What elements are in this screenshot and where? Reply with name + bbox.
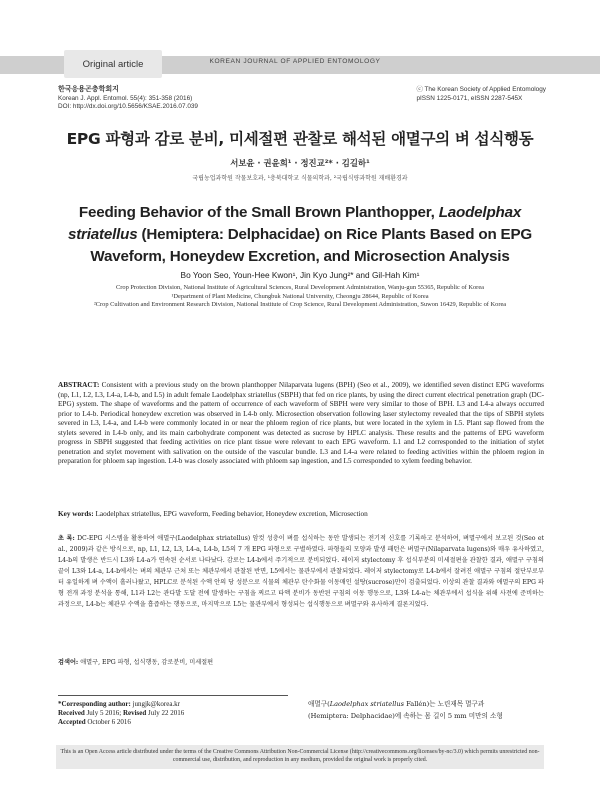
keywords: [58, 510, 544, 518]
license-notice: This is an Open Access article distributed under the terms of the Creative Commons Attribution Non-Commercial License (http://creativecommons.org/licenses/by-nc/3.0) which permits unrestricted non-commercial use, distribution, and reproduction in any medium, provided the original work is properly cited.: [56, 745, 544, 769]
korean-abstract-text: DC-EPG 시스템을 활용하여 애멸구(Laodelphax striatellus) 암컷 성충이 벼를 섭식하는 동안 발생되는 전기적 신호를 기록하고 분석하여, 벼멸구에서 보고된 것(Seo et al., 2009)과 같은 방식으로, np, L1, L2, L3, L4-a, L4-b, L5의 7 개 EPG 파형으로 구별하였다. 파형들의 모양과 발생 패턴은 벼멸구(Nilaparvata lugens)와 매우 유사하였고, L4-b의 발생은 반드시 L3와 L4-a가 연속된 순서로 나타났다. 감로는 L4-b에서 주기적으로 분비되었다. 레이저 stylectomy 후 섭식부분의 미세절편을 관찰한 결과, 애멸구 구침의 끝이 L3와 L4-a, L4-b에서는 벼의 체관부 근처 또는 체관부에서 관찰된 반면, L5에서는 물관부에서 관찰되었다. 레이저 stylectomy로 L4-b에서 잘려진 애멸구 구침의 절단부로부터 유일하게 벼 수액이 흘러나왔고, HPLC로 분석된 수액 안의 당 성분으로 식물의 체관부 탄수화물 이동매인 설탕(sucrose)만이 검출되었다. 이상의 관찰 결과와 애멸구의 EPG 파형 전개 과정 분석을 통해, L1과 L2는 관다발 도달 전에 발생하는 구침을 찌르고 타액 분비가 동반된 구침의 이동 행동으로, L3와 L4-a는 체관부에서 섭식을 위해 사전에 준비하는 과정으로, L4-b는 체관부 수액을 흡즙하는 행동으로, 마지막으로 L5는 물관부에서 형성되는 섭식행동으로 벼멸구와 유사하게 결론지었다.: [58, 535, 544, 608]
accepted-date: October 6 2016: [87, 718, 131, 727]
title-species: Laodelphax striatellus: [67, 204, 522, 243]
title-part-1: Feeding Behavior of the Small Brown Planthopper,: [78, 204, 439, 221]
society-block: [416, 86, 546, 103]
received-label: Received: [58, 709, 85, 718]
article-type-label: Original article: [64, 50, 162, 78]
introduction-start: [308, 698, 546, 723]
korean-abstract: [58, 533, 544, 610]
revised-date: July 22 2016: [148, 709, 185, 718]
korean-abstract-label: 초 록:: [58, 535, 75, 542]
intro-pre: 애멸구(: [308, 700, 330, 708]
intro-post: Fallén)는 노린재목 멸구과: [404, 700, 485, 708]
abstract-label: ABSTRACT:: [58, 381, 100, 389]
affiliation-line: ¹Department of Plant Medicine, Chungbuk National University, Cheongju 28644, Republic of Korea: [171, 292, 429, 300]
revised-label: Revised: [122, 709, 147, 718]
citation: Korean J. Appl. Entomol. 55(4): 351-358 (2016): [58, 94, 193, 102]
korean-journal-name: 한국응용곤충학회지: [58, 86, 119, 93]
korean-authors: 서보윤 · 권윤희¹ · 정진교²* · 김길하¹: [230, 158, 370, 168]
korean-title: EPG 파형과 감로 분비, 미세절편 관찰로 해석된 애멸구의 벼 섭식행동: [66, 130, 534, 148]
english-title: [44, 202, 556, 268]
accepted-label: Accepted: [58, 718, 86, 727]
corresponding-email[interactable]: jungjk@korea.kr: [132, 700, 181, 708]
affiliation-line: Crop Protection Division, National Institute of Agricultural Sciences, Rural Development Administration, Wanju-gun 55365, Republic of Korea: [115, 284, 484, 291]
footnote-divider: [58, 695, 288, 696]
corresponding-label: *Corresponding author:: [58, 700, 131, 708]
korean-keywords: [58, 657, 544, 666]
english-authors: Bo Yoon Seo, Youn-Hee Kwon¹, Jin Kyo Jung²* and Gil-Hah Kim¹: [180, 270, 420, 280]
keywords-text: Laodelphax striatellus, EPG waveform, Feeding behavior, Honeydew excretion, Microsection: [95, 510, 368, 518]
korean-keywords-label: 검색어:: [58, 659, 79, 666]
keywords-label: Key words:: [58, 510, 94, 518]
footnote: [58, 700, 298, 728]
title-part-2: (Hemiptera: Delphacidae) on Rice Plants Based on EPG Waveform, Honeydew Excretion, and Microsection Analysis: [90, 226, 533, 265]
received-date: July 5 2016;: [86, 709, 122, 718]
journal-name: KOREAN JOURNAL OF APPLIED ENTOMOLOGY: [209, 58, 381, 65]
abstract: [58, 381, 544, 467]
english-affiliations: [60, 284, 540, 310]
intro-line-2: (Hemiptera: Delphacidae)에 속하는 몸 길이 5 mm 미만의 소형: [308, 712, 503, 721]
citation-block: [58, 86, 198, 112]
affiliation-line: ²Crop Cultivation and Environment Research Division, National Institute of Crop Science, Rural Development Administration, Suwon 16429, Republic of Korea: [93, 301, 507, 309]
intro-species: Laodelphax striatellus: [329, 700, 405, 708]
doi-link[interactable]: DOI: http://dx.doi.org/10.5656/KSAE.2016.07.039: [58, 103, 198, 111]
korean-affiliations: 국립농업과학원 작물보호과, ¹충북대학교 식물의학과, ²국립식량과학원 재배환경과: [192, 175, 408, 182]
korean-keywords-text: 애멸구, EPG 파형, 섭식행동, 감로분비, 미세절편: [80, 659, 214, 666]
abstract-text: Consistent with a previous study on the brown planthopper Nilaparvata lugens (BPH) (Seo et al., 2009), we identified seven distinct EPG waveforms (np, L1, L2, L3, L4-a, L4-b, and L5) in adult female Laodelphax striatellus (SBPH) that fed on rice plants, by using the direct current electrical penetration graph (DC-EPG) system. The shape of waveforms and the pattern of occurrence of each waveform of SBPH were very similar to those of BPH. L3 and L4-a always occurred prior to L4-b. Periodical honeydew excretion was observed in L4-b only. Microsection observation following laser stylectomy revealed that the tips of SBPH stylets severed in L3, L4-a, and L4-b were commonly located in or near the phloem region of rice plants, but were located in the xylem in L5. Plant sap flowed from the stylets severed in L4-b only, and its main carbohydrate component was detected as sucrose by HPLC analysis. These results and the patterns of EPG waveform progress in SBPH suggested that feeding activities on rice plant tissue were relevant to each EPG waveform. L1 and L2 corresponded to the initiation of stylet penetration and stylet movement with salivation on the outside of the vascular bundle. L3 and L4-a were related to feeding activities within the phloem region in preparation for phloem sap ingestion. L4-b was closely associated with phloem sap ingestion, and L5 corresponded to xylem feeding behavior.: [58, 381, 544, 466]
society-copyright: ⓒ The Korean Society of Applied Entomology: [416, 86, 546, 93]
issn: pISSN 1225-0171, eISSN 2287-545X: [416, 94, 523, 102]
